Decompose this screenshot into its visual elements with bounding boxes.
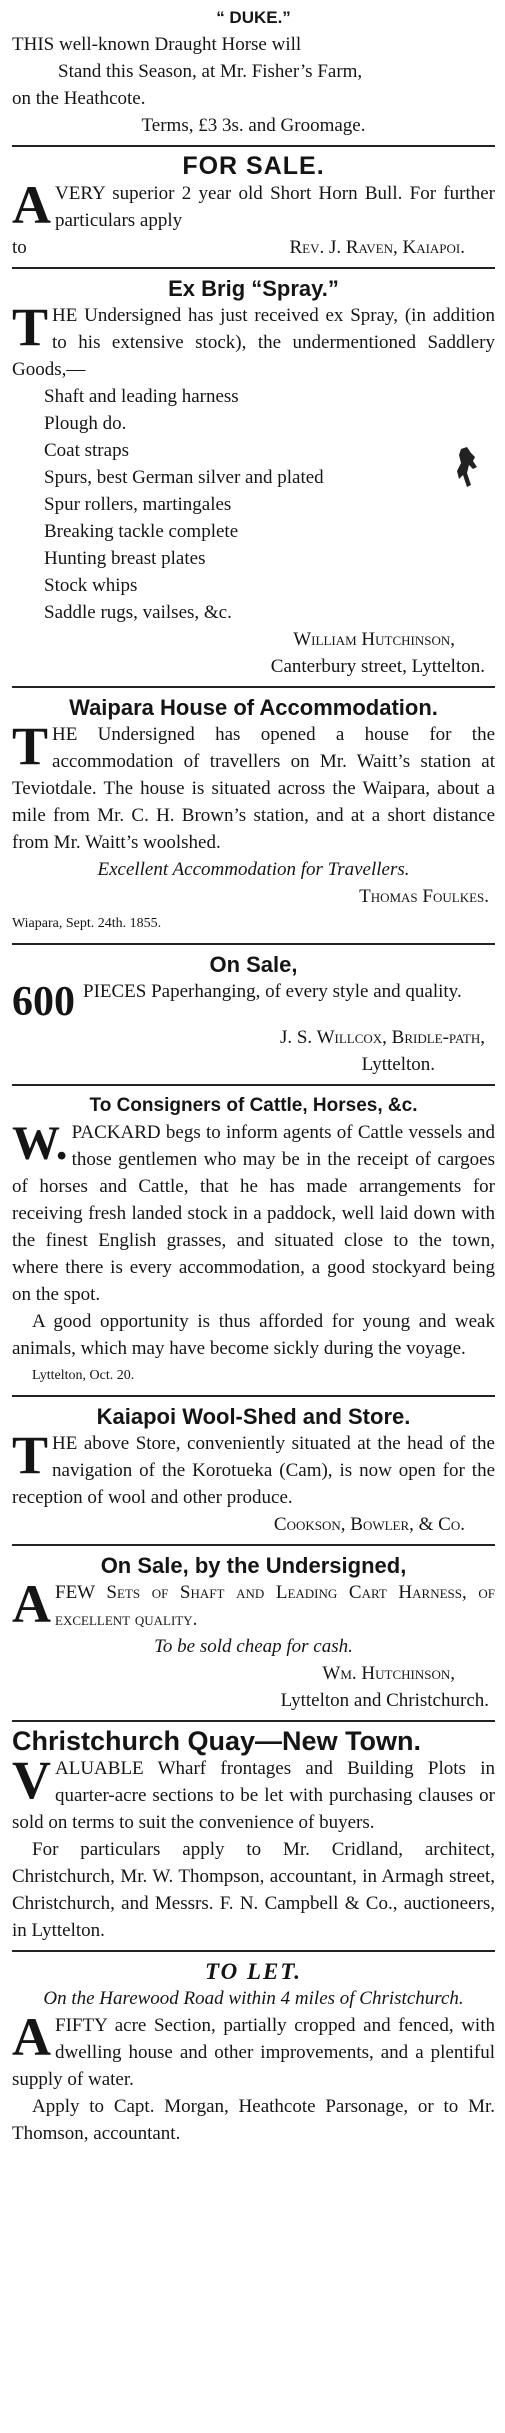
ad-subtitle: On the Harewood Road within 4 miles of Christchurch. [43,1988,464,2009]
divider [12,1950,495,1952]
ad-address: Lyttelton. [361,1054,435,1075]
ad-line: THIS well-known Draught Horse will [12,34,302,55]
ad-title: “ DUKE.” [216,8,291,27]
ad-line: Stand this Season, at Mr. Fisher’s Farm, [58,61,363,82]
ad-title: Ex Brig “Spray.” [168,276,339,301]
divider [12,145,495,147]
ad-for-sale-bull [12,153,495,261]
ad-text: HE above Store, conveniently situated at the head of the navigation of the Korotueka (Cam), is now open for the reception of wool and other produce. [12,1433,495,1508]
ad-body [12,31,495,112]
ad-text-2: A good opportunity is thus afforded for young and weak animals, which may have become sickly during the voyage. [12,1311,495,1359]
ad-terms: Terms, £3 3s. and Groomage. [141,115,366,136]
list-item: Spurs, best German silver and plated [44,467,324,488]
ad-christchurch-quay [12,1728,495,1944]
divider [12,1084,495,1086]
divider [12,267,495,269]
list-item: Spur rollers, martingales [44,494,232,515]
drop-cap: T [12,716,49,776]
ad-address: Canterbury street, Lyttelton. [270,656,485,677]
drop-cap: W. [12,1117,68,1170]
list-item: Saddle rugs, vailses, &c. [44,602,232,623]
ad-contact: Rev. J. Raven, Kaiapoi. [289,237,465,258]
ad-title: FOR SALE. [182,152,325,180]
ad-text: PACKARD begs to inform agents of Cattle vessels and those gentlemen who may be in the receipt of cargoes of horses and Cattle, that he has made arrangements for receiving fresh landed stock in a paddock, well laid down with the finest English grasses, and situated close to the town, where there is every accommodation, a good stockyard being on the spot. [12,1122,495,1305]
ad-dateline: Lyttelton, Oct. 20. [32,1368,135,1383]
list-item: Breaking tackle complete [44,521,239,542]
ad-text: FEW Sets of Shaft and Leading Cart Harness, of excellent quality. [55,1582,495,1630]
ad-line: on the Heathcote. [12,88,146,109]
ad-signer: Cookson, Bowler, & Co. [273,1514,465,1535]
ad-signer: William Hutchinson, [293,629,455,650]
ad-body [12,2007,495,2093]
divider [12,1720,495,1722]
goods-list [12,383,495,626]
ad-text: HE Undersigned has just received ex Spray, (in addition to his extensive stock), the undermentioned Saddlery Goods,— [12,305,495,380]
drop-cap: A [12,2007,51,2067]
ad-signer: Thomas Foulkes. [359,886,489,907]
list-item: Hunting breast plates [44,548,206,569]
ad-body [12,978,495,1024]
divider [12,686,495,688]
drop-cap: A [12,175,51,235]
ad-signer: J. S. Willcox, Bridle-path, [279,1027,485,1048]
drop-cap: T [12,297,49,357]
ad-address: Lyttelton and Christchurch. [280,1690,489,1711]
divider [12,1544,495,1546]
ad-consigners [12,1092,495,1389]
ad-text: FIFTY acre Section, partially cropped and fenced, with dwelling house and other improvements, and a plentiful supply of water. [12,2015,495,2090]
ad-text: VERY superior 2 year old Short Horn Bull. For further particulars apply [55,183,495,231]
list-item: Plough do. [44,413,127,434]
ad-text-2: For particulars apply to Mr. Cridland, architect, Christchurch, Mr. W. Thompson, accountant, in Armagh street, Christchurch, and Messrs. F. N. Campbell & Co., auctioneers, in Lyttelton. [12,1839,495,1941]
ad-to: to [12,237,27,258]
ad-tagline: To be sold cheap for cash. [154,1636,353,1657]
ad-tagline: Excellent Accommodation for Travellers. [97,859,410,880]
ad-title: On Sale, [209,952,298,977]
drop-cap: V [12,1750,51,1810]
ad-to-let [12,1958,495,2147]
ad-body [12,297,495,383]
ad-title: Christchurch Quay—New Town. [12,1726,422,1756]
horseman-figure-icon [451,445,481,489]
ad-text: ALUABLE Wharf frontages and Building Plots in quarter-acre sections to be let with purchasing clauses or sold on terms to suit the convenience of buyers. [12,1758,495,1833]
ad-text: PIECES Paperhanging, of every style and quality. [83,981,462,1002]
ad-body [12,175,495,235]
ad-kaiapoi-woolshed [12,1403,495,1538]
drop-cap: A [12,1574,51,1634]
ad-text: HE Undersigned has opened a house for the accommodation of travellers on Mr. Waitt’s station at Teviotdale. The house is situated across the Waipara, about a mile from Mr. C. H. Brown’s station, and at a short distance from Mr. Waitt’s woolshed. [12,724,495,853]
ad-duke [12,4,495,139]
ad-body [12,1425,495,1511]
list-item: Coat straps [44,440,129,461]
divider [12,943,495,945]
list-item: Shaft and leading harness [44,386,239,407]
ad-cart-harness [12,1552,495,1714]
big-number: 600 [12,979,75,1025]
list-item: Stock whips [44,575,138,596]
ad-spray-saddlery [12,275,495,680]
ad-body [12,1750,495,1836]
divider [12,1395,495,1397]
ad-signer: Wm. Hutchinson, [322,1663,455,1684]
ad-body [12,1119,495,1308]
ad-waipara-house [12,694,495,937]
ad-paperhanging [12,951,495,1078]
ad-body [12,1574,495,1634]
ad-text-2: Apply to Capt. Morgan, Heathcote Parsonage, or to Mr. Thomson, accountant. [12,2096,495,2144]
ad-body [12,716,495,856]
drop-cap: T [12,1425,49,1485]
ad-dateline: Wiapara, Sept. 24th. 1855. [12,916,162,931]
ad-title: On Sale, by the Undersigned, [100,1553,407,1578]
ad-title: TO LET. [204,1959,303,1984]
ad-title: Waipara House of Accommodation. [69,695,438,720]
ad-title: To Consigners of Cattle, Horses, &c. [89,1095,418,1116]
ad-title: Kaiapoi Wool-Shed and Store. [96,1404,411,1429]
